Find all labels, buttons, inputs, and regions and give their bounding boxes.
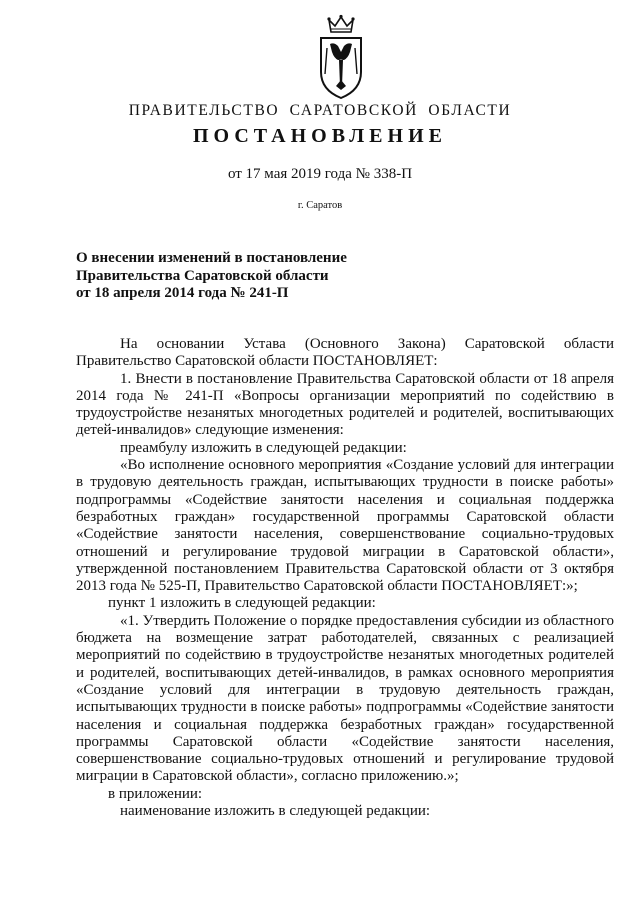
government-title: ПРАВИТЕЛЬСТВО САРАТОВСКОЙ ОБЛАСТИ bbox=[128, 102, 512, 119]
body-paragraph-6: «1. Утвердить Положение о порядке предоставления субсидии из областного бюджета на возмещение затрат работодателей, связанных с реализацией мероприятий по содействию в трудоустройстве незанятых многодетных родителей и родителей, воспитывающих детей-инвалидов, в рамках основного мероприятия «Создание условий для интеграции в трудовую деятельность граждан, испытывающих трудности в поиске работы» подпрограммы «Содействие занятости населения и социальная поддержка безработных граждан» государственной программы Саратовской области «Содействие занятости населения, совершенствование социально-трудовых отношений и регулирование трудовой миграции в Саратовской области», согласно приложению.»; bbox=[76, 612, 614, 785]
document-type: ПОСТАНОВЛЕНИЕ bbox=[193, 125, 447, 147]
subject-line-2: Правительства Саратовской области bbox=[76, 267, 329, 284]
body-paragraph-8: наименование изложить в следующей редакции: bbox=[120, 803, 431, 820]
body-paragraph-4: «Во исполнение основного мероприятия «Создание условий для интеграции в трудовую деятельность граждан, испытывающих трудности в поиске работы» подпрограммы «Содействие занятости населения и социальная поддержка безработных граждан» государственной программы Саратовской области «Содействие занятости населения, совершенствование социально-трудовых отношений и регулирование трудовой миграции в Саратовской области», утвержденной постановлением Правительства Саратовской области от 3 октября 2013 года № 525-П, Правительство Саратовской области ПОСТАНОВЛЯЕТ:»; bbox=[76, 457, 614, 595]
document-date-number: от 17 мая 2019 года № 338-П bbox=[227, 166, 413, 182]
subject-line-3: от 18 апреля 2014 года № 241-П bbox=[76, 285, 289, 301]
body-paragraph-2: 1. Внести в постановление Правительства Саратовской области от 18 апреля 2014 года № 241-П «Вопросы организации мероприятий по содействию в трудоустройстве незанятых многодетных родителей и родителей, воспитывающих детей-инвалидов» следующие изменения: bbox=[76, 370, 614, 439]
coat-of-arms-icon bbox=[316, 14, 366, 100]
body-paragraph-7: в приложении: bbox=[108, 785, 203, 802]
body-paragraph-5: пункт 1 изложить в следующей редакции: bbox=[108, 595, 376, 612]
body-paragraph-1: На основании Устава (Основного Закона) Саратовской области Правительство Саратовской области ПОСТАНОВЛЯЕТ: bbox=[76, 336, 614, 370]
document-body bbox=[76, 336, 614, 820]
subject-line-1: О внесении изменений в постановление bbox=[76, 250, 347, 266]
document-subject bbox=[76, 250, 496, 303]
document-city: г. Саратов bbox=[297, 200, 343, 211]
body-paragraph-3: преамбулу изложить в следующей редакции: bbox=[120, 439, 407, 456]
